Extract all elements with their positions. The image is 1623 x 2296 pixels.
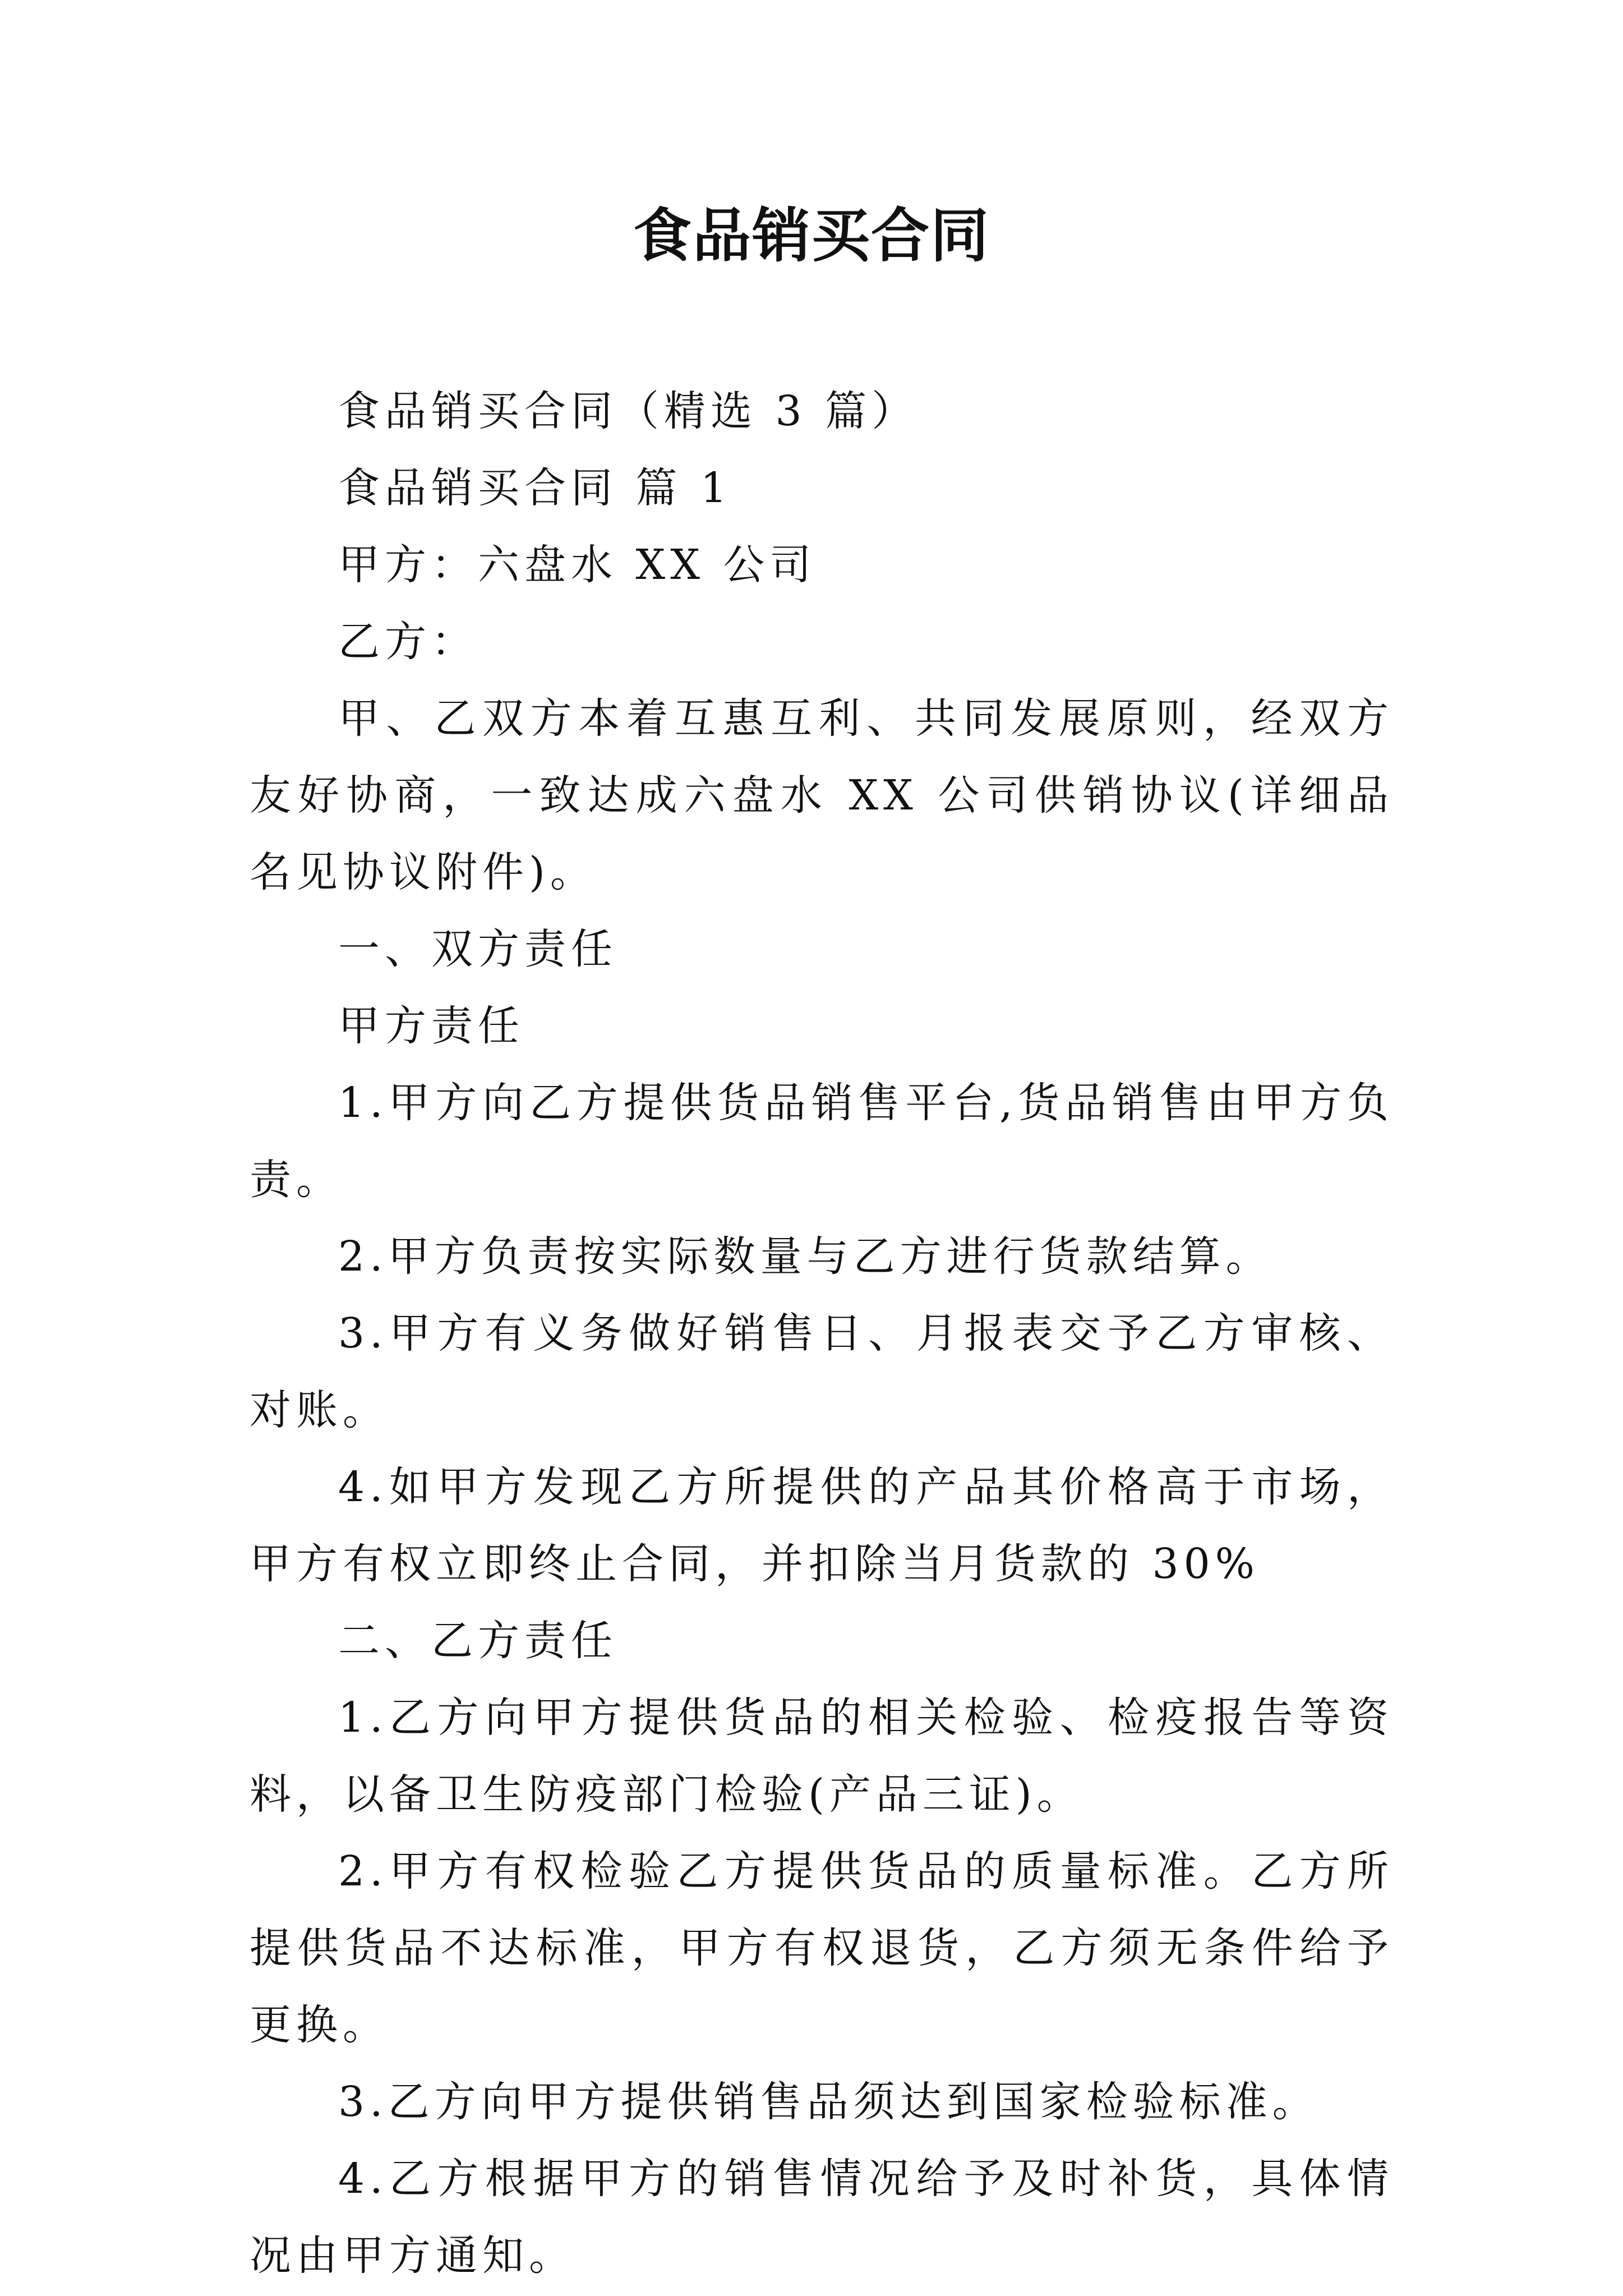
paragraph-party-a-item-3: 3.甲方有义务做好销售日、月报表交予乙方审核、对账。 <box>250 1309 1394 1434</box>
paragraph-party-b-item-1: 1.乙方向甲方提供货品的相关检验、检疫报告等资料，以备卫生防疫部门检验(产品三证)。 <box>250 1694 1394 1819</box>
document-title: 食品销买合同 <box>633 201 990 270</box>
paragraph-subtitle: 食品销买合同（精选 3 篇） <box>338 387 919 435</box>
paragraph-party-a-item-2: 2.甲方负责按实际数量与乙方进行货款结算。 <box>338 1232 1272 1281</box>
paragraph-heading-party-a-responsibilities: 甲方责任 <box>338 1002 524 1050</box>
paragraph-heading-responsibilities: 一、双方责任 <box>338 925 617 973</box>
paragraph-party-a: 甲方：六盘水 XX 公司 <box>338 541 817 589</box>
paragraph-party-a-item-1: 1.甲方向乙方提供货品销售平台,货品销售由甲方负责。 <box>250 1079 1394 1204</box>
paragraph-section-heading: 食品销买合同 篇 1 <box>338 464 732 512</box>
paragraph-party-b-item-2: 2.甲方有权检验乙方提供货品的质量标准。乙方所提供货品不达标准，甲方有权退货，乙方须无条件给予更换。 <box>250 1847 1394 2049</box>
paragraph-party-a-item-4: 4.如甲方发现乙方所提供的产品其价格高于市场，甲方有权立即终止合同，并扣除当月货款的 30% <box>250 1463 1394 1588</box>
document-body <box>250 373 1394 2294</box>
paragraph-party-b-item-3: 3.乙方向甲方提供销售品须达到国家检验标准。 <box>338 2078 1319 2126</box>
paragraph-party-b: 乙方： <box>338 618 478 666</box>
paragraph-preamble: 甲、乙双方本着互惠互利、共同发展原则，经双方友好协商，一致达成六盘水 XX 公司供销协议(详细品名见协议附件)。 <box>250 694 1394 896</box>
paragraph-party-b-item-4: 4.乙方根据甲方的销售情况给予及时补货，具体情况由甲方通知。 <box>250 2155 1394 2280</box>
paragraph-heading-party-b-responsibilities: 二、乙方责任 <box>338 1617 617 1665</box>
